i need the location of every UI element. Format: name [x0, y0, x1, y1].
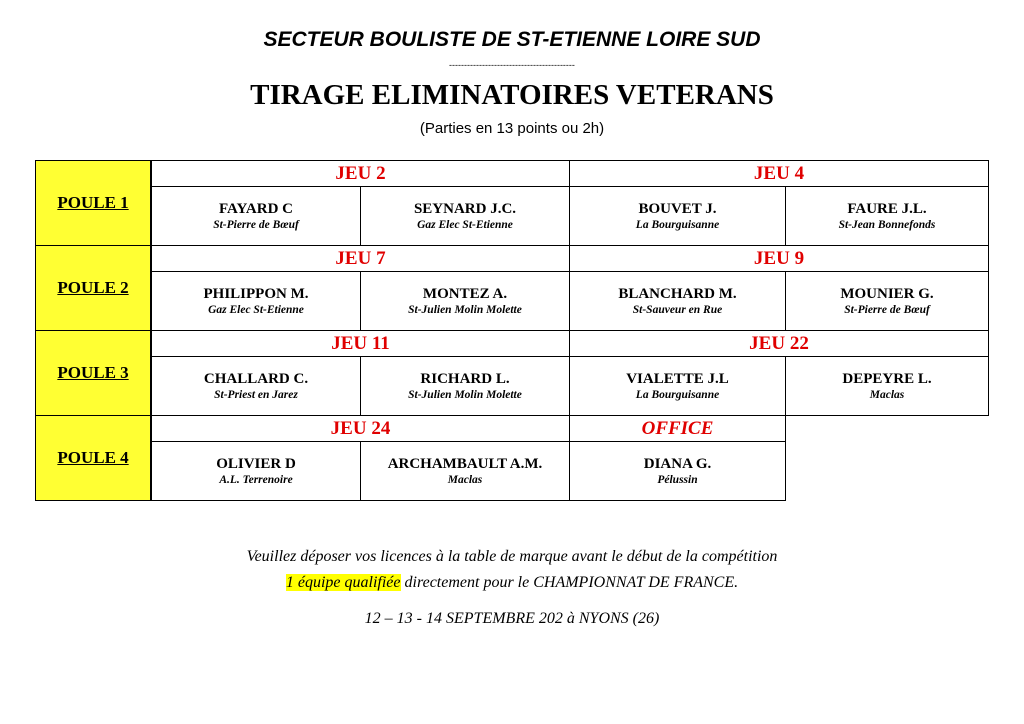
player-cell — [360, 271, 570, 331]
poule-4-label: POULE 4 — [35, 415, 151, 501]
qualified-rest: directement pour le CHAMPIONNAT DE FRANCE. — [400, 574, 739, 591]
game-label: JEU 4 — [569, 160, 989, 187]
player-name: FAURE J.L. — [847, 200, 927, 217]
player-cell — [569, 186, 786, 246]
player-club: La Bourguisanne — [635, 218, 720, 231]
poule-1-label: POULE 1 — [35, 160, 151, 246]
player-name: SEYNARD J.C. — [413, 200, 517, 217]
event-dates: 12 – 13 - 14 SEPTEMBRE 202 à NYONS (26) — [364, 610, 660, 627]
player-name: VIALETTE J.L — [626, 370, 729, 387]
player-club: St-Pierre de Bœuf — [213, 218, 299, 231]
player-club: St-Julien Molin Molette — [408, 303, 522, 316]
player-club: A.L. Terrenoire — [219, 473, 293, 486]
player-club: St-Pierre de Bœuf — [844, 303, 930, 316]
player-cell — [360, 441, 570, 501]
player-name: MOUNIER G. — [840, 285, 934, 302]
player-cell — [151, 356, 361, 416]
player-cell — [569, 441, 786, 501]
qualification-note — [0, 574, 1024, 592]
player-name: BLANCHARD M. — [618, 285, 737, 302]
qualified-highlight: 1 équipe qualifiée — [285, 574, 401, 591]
player-club: St-Jean Bonnefonds — [838, 218, 936, 231]
player-club: Gaz Elec St-Etienne — [417, 218, 513, 231]
poule-2-label: POULE 2 — [35, 245, 151, 331]
game-label: JEU 22 — [569, 330, 989, 357]
player-club: St-Sauveur en Rue — [632, 303, 723, 316]
player-club: Maclas — [869, 388, 905, 401]
player-cell — [785, 271, 989, 331]
player-name: BOUVET J. — [638, 200, 717, 217]
office-label: OFFICE — [569, 415, 786, 442]
player-club: St-Julien Molin Molette — [408, 388, 522, 401]
game-label: JEU 24 — [151, 415, 570, 442]
player-cell — [360, 186, 570, 246]
player-cell — [151, 441, 361, 501]
player-name: DEPEYRE L. — [842, 370, 932, 387]
poule-3-label: POULE 3 — [35, 330, 151, 416]
game-label: JEU 9 — [569, 245, 989, 272]
player-club: St-Priest en Jarez — [214, 388, 298, 401]
page-subtitle: (Parties en 13 points ou 2h) — [419, 120, 605, 137]
player-name: FAYARD C — [218, 200, 294, 217]
player-cell — [151, 186, 361, 246]
player-club: Pélussin — [657, 473, 698, 486]
player-club: Gaz Elec St-Etienne — [208, 303, 304, 316]
player-club: Maclas — [447, 473, 483, 486]
player-cell — [569, 356, 786, 416]
game-label: JEU 11 — [151, 330, 570, 357]
player-name: CHALLARD C. — [203, 370, 309, 387]
player-club: La Bourguisanne — [635, 388, 720, 401]
player-name: MONTEZ A. — [422, 285, 508, 302]
player-name: ARCHAMBAULT A.M. — [387, 455, 543, 472]
organization-title: SECTEUR BOULISTE DE ST-ETIENNE LOIRE SUD — [263, 28, 761, 51]
player-cell — [569, 271, 786, 331]
title-divider: ------------------------------------------ — [449, 60, 575, 70]
licence-note: Veuillez déposer vos licences à la table de marque avant le début de la compétition — [246, 548, 778, 565]
player-name: DIANA G. — [643, 455, 712, 472]
page-title: TIRAGE ELIMINATOIRES VETERANS — [250, 79, 774, 111]
player-cell — [785, 186, 989, 246]
player-name: RICHARD L. — [420, 370, 510, 387]
player-cell — [360, 356, 570, 416]
player-name: PHILIPPON M. — [203, 285, 309, 302]
player-name: OLIVIER D — [216, 455, 296, 472]
game-label: JEU 7 — [151, 245, 570, 272]
game-label: JEU 2 — [151, 160, 570, 187]
player-cell — [785, 356, 989, 416]
player-cell — [151, 271, 361, 331]
